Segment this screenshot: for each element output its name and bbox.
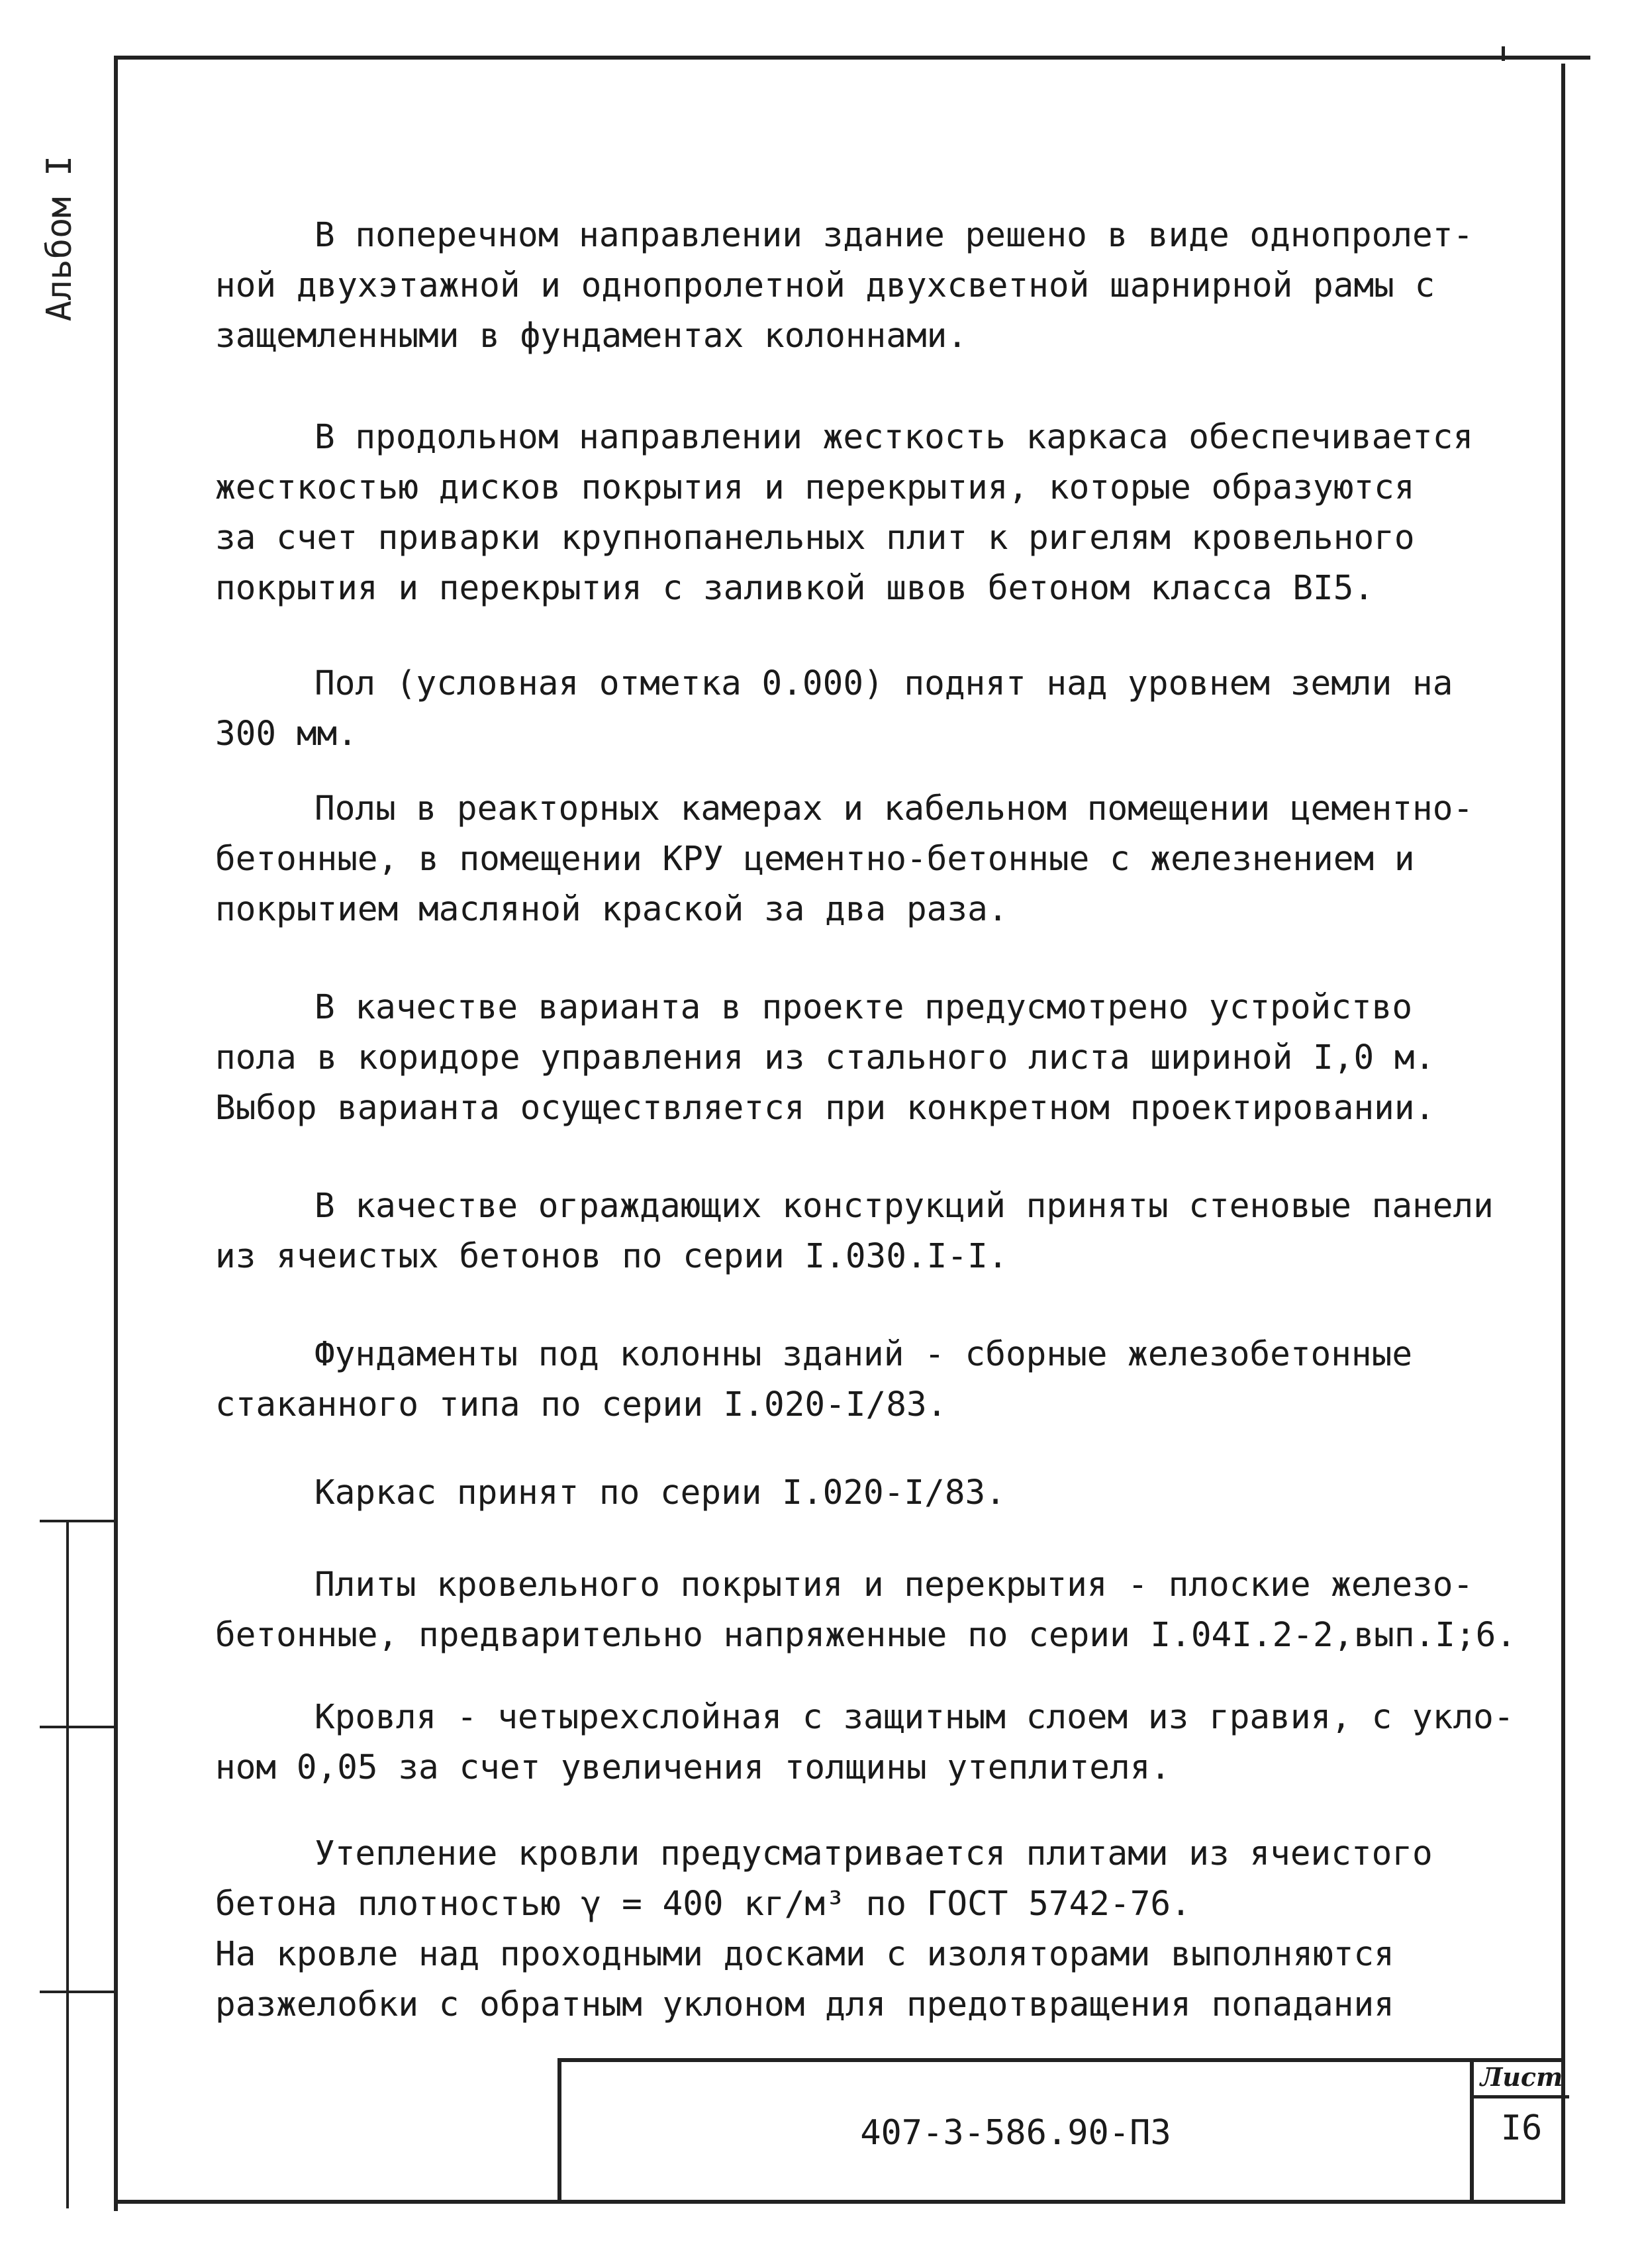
text-line: Каркас принят по серии I.020-I/83. bbox=[314, 1473, 1006, 1512]
paragraph-floor-level bbox=[215, 659, 1526, 760]
text-line: бетонные, предварительно напряженные по серии I.04I.2-2,вып.I;6. bbox=[215, 1616, 1517, 1655]
text-line: Полы в реакторных камерах и кабельном помещении цементно- bbox=[314, 789, 1474, 828]
sheet-label: Лист bbox=[1474, 2058, 1569, 2098]
album-label: Альбом I bbox=[40, 155, 79, 322]
text-line: В качестве варианта в проекте предусмотрено устройство bbox=[314, 988, 1413, 1027]
text-line: стаканного типа по серии I.020-I/83. bbox=[215, 1385, 947, 1424]
text-line: ной двухэтажной и однопролетной двухсветной шарнирной рамы с bbox=[215, 266, 1435, 305]
side-margin-rule bbox=[40, 1991, 118, 1993]
paragraph-wall-panels bbox=[215, 1181, 1526, 1282]
title-block bbox=[557, 2058, 1565, 2204]
paragraph-longitudinal bbox=[215, 413, 1526, 614]
text-line: Кровля - четырехслойная с защитным слоем из гравия, с укло- bbox=[314, 1698, 1514, 1737]
sheet-box bbox=[1470, 2058, 1569, 2204]
text-line: защемленными в фундаментах колоннами. bbox=[215, 317, 968, 356]
text-line: покрытием масляной краской за два раза. bbox=[215, 890, 1008, 929]
sheet-number: I6 bbox=[1500, 2108, 1543, 2148]
text-line: Утепление кровли предусматривается плитами из ячеистого bbox=[314, 1834, 1433, 1873]
text-line: пола в коридоре управления из стального листа шириной I,0 м. bbox=[215, 1038, 1435, 1077]
frame-tick bbox=[1502, 46, 1505, 61]
text-line: бетона плотностью γ = 400 кг/м³ по ГОСТ 5742-76. bbox=[215, 1885, 1191, 1924]
text-line: В поперечном направлении здание решено в виде однопролет- bbox=[314, 216, 1474, 255]
text-line: На кровле над проходными досками с изоляторами выполняются bbox=[215, 1935, 1394, 1974]
paragraph-slabs bbox=[215, 1560, 1526, 1661]
text-line: покрытия и перекрытия с заливкой швов бетоном класса BI5. bbox=[215, 569, 1375, 608]
paragraph-floor-variant bbox=[215, 983, 1526, 1134]
text-line: В качестве ограждающих конструкций приняты стеновые панели bbox=[314, 1187, 1494, 1226]
text-line: 300 мм. bbox=[215, 715, 358, 754]
side-margin-rule bbox=[40, 1520, 118, 1522]
paragraph-insulation bbox=[215, 1829, 1526, 2030]
document-code: 407-3-586.90-ПЗ bbox=[860, 2113, 1171, 2153]
paragraph-foundations bbox=[215, 1330, 1526, 1430]
text-line: жесткостью дисков покрытия и перекрытия, которые образуются bbox=[215, 468, 1415, 507]
text-line: бетонные, в помещении КРУ цементно-бетонные с железнением и bbox=[215, 840, 1415, 879]
text-line: Фундаменты под колонны зданий - сборные железобетонные bbox=[314, 1335, 1413, 1374]
text-line: ном 0,05 за счет увеличения толщины утеплителя. bbox=[215, 1748, 1171, 1787]
text-line: Пол (условная отметка 0.000) поднят над уровнем земли на bbox=[314, 664, 1453, 703]
text-line: за счет приварки крупнопанельных плит к ригелям кровельного bbox=[215, 518, 1415, 558]
paragraph-roofing bbox=[215, 1693, 1526, 1793]
side-margin-line bbox=[66, 1520, 69, 2208]
frame-top-border bbox=[114, 56, 1590, 60]
text-line: Выбор варианта осуществляется при конкретном проектировании. bbox=[215, 1089, 1435, 1128]
text-line: Плиты кровельного покрытия и перекрытия - плоские железо- bbox=[314, 1565, 1474, 1604]
document-body bbox=[215, 211, 1526, 2030]
paragraph-floors bbox=[215, 784, 1526, 935]
text-line: из ячеистых бетонов по серии I.030.I-I. bbox=[215, 1237, 1008, 1276]
paragraph-transverse bbox=[215, 211, 1526, 362]
frame-left-border bbox=[114, 56, 118, 2211]
frame-right-border bbox=[1561, 64, 1565, 2202]
side-margin-rule bbox=[40, 1726, 118, 1728]
paragraph-frame bbox=[215, 1468, 1526, 1518]
text-line: разжелобки с обратным уклоном для предотвращения попадания bbox=[215, 1985, 1394, 2024]
text-line: В продольном направлении жесткость каркаса обеспечивается bbox=[314, 418, 1474, 457]
